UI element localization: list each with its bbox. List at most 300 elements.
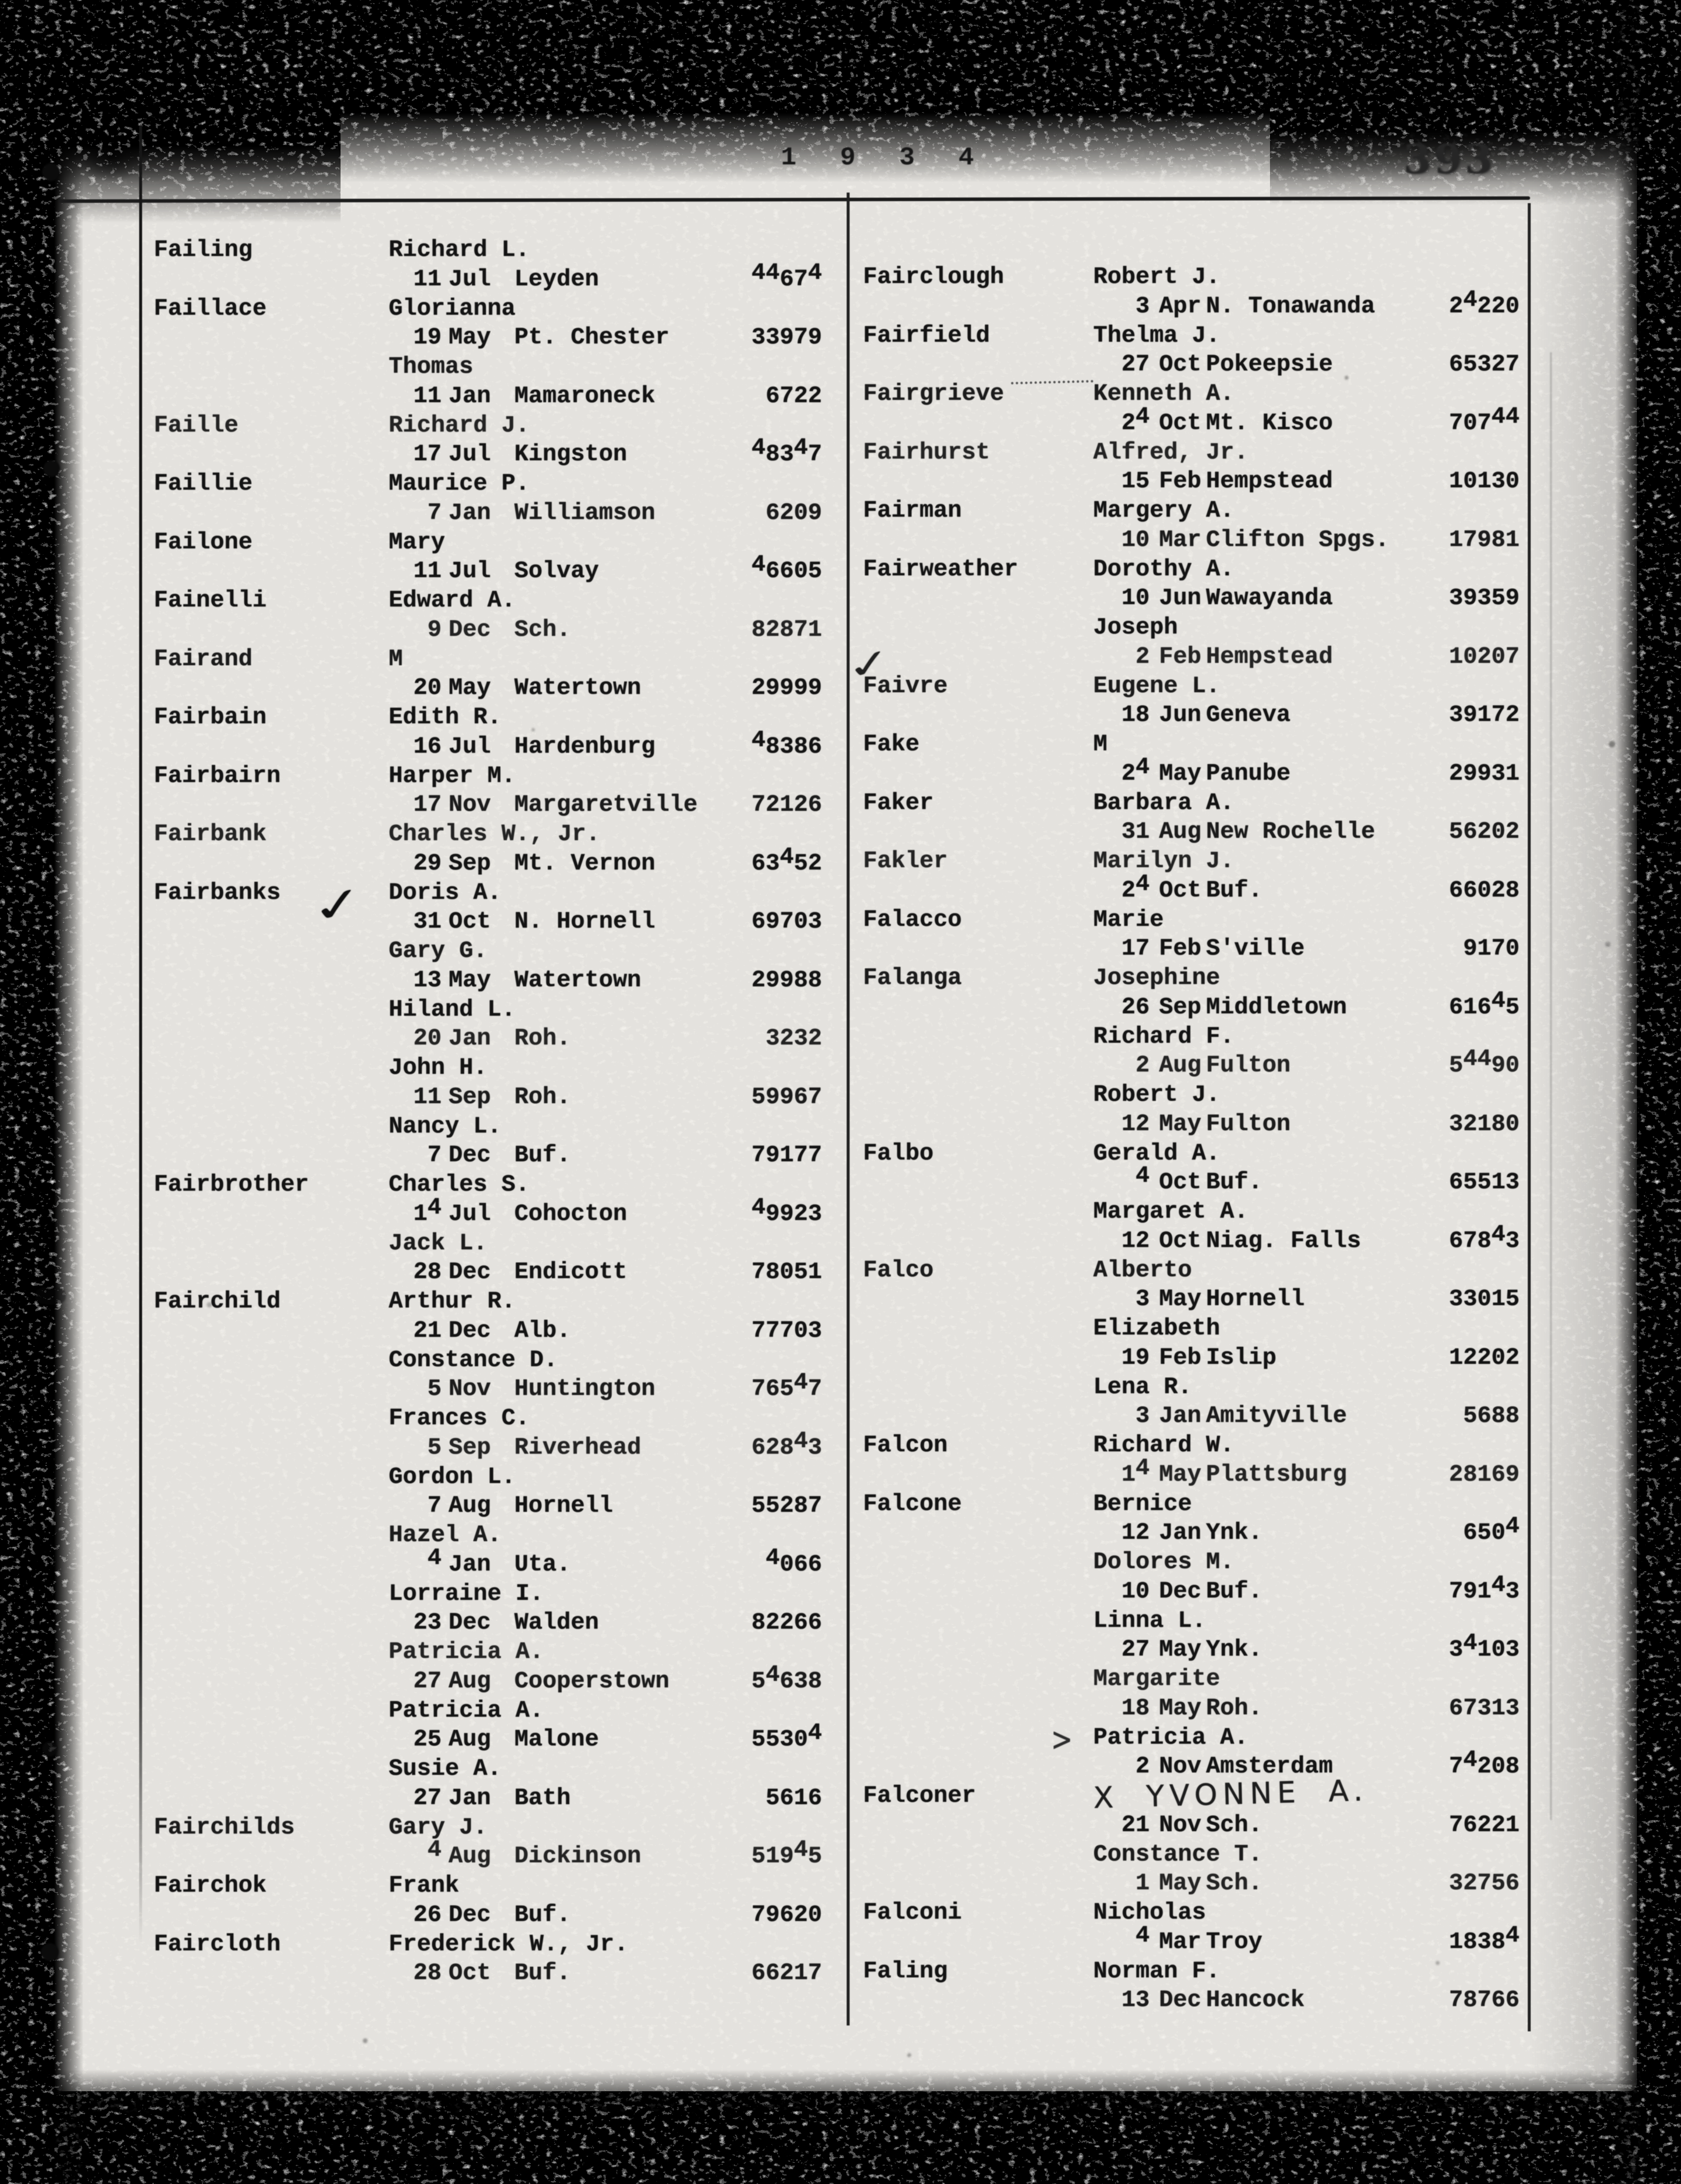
certificate-number: 39172 (1448, 702, 1520, 729)
surname: Fairchilds (154, 1814, 295, 1841)
surname: Falcone (863, 1491, 962, 1518)
entry-name-line (863, 906, 1537, 935)
given-name: Edward A. (389, 588, 516, 614)
page-number: 393 (1403, 136, 1495, 183)
raised-four-digit: 4 (1135, 1922, 1150, 1949)
birth-place: Buf. (1206, 877, 1263, 904)
birth-place: Wawayanda (1206, 585, 1333, 612)
entry-date-line (154, 1370, 840, 1404)
raised-four-digit: 4 (779, 844, 794, 871)
given-name: Josephine (1093, 965, 1221, 992)
surname: Falcon (863, 1433, 948, 1459)
birth-day: 2 (1135, 1754, 1150, 1781)
entry-date-line (154, 1428, 840, 1463)
given-name: Patricia A. (389, 1697, 544, 1724)
birth-day: 11 (413, 558, 442, 585)
birth-place: Mt. Vernon (514, 850, 656, 877)
birth-month: Feb (1159, 1344, 1202, 1371)
entry-name-line (863, 1773, 1537, 1815)
birth-day: 17 (413, 792, 442, 819)
entry-date-line (863, 1221, 1537, 1256)
birth-month: Feb (1159, 936, 1202, 963)
birth-day: 7 (427, 500, 442, 527)
surname: Faivre (863, 673, 948, 700)
birth-day: 17 (1121, 936, 1150, 963)
birth-place: Sch. (514, 616, 571, 643)
birth-place: Ynk. (1206, 1637, 1263, 1664)
entry-date-line (863, 1630, 1537, 1665)
birth-month: Aug (449, 1727, 491, 1754)
birth-place: Kingston (514, 441, 628, 469)
birth-month: Aug (449, 1493, 491, 1520)
left-column-rule (139, 126, 142, 1943)
raised-four-digit: 4 (1505, 1514, 1520, 1541)
birth-place: Watertown (514, 675, 642, 702)
birth-place: Sch. (1206, 1812, 1263, 1839)
entry-date-line (863, 935, 1537, 964)
ink-speck (907, 2053, 911, 2057)
certificate-number: 48347 (751, 435, 822, 469)
entry-date-line (154, 382, 840, 412)
birth-day: 2 (1135, 1053, 1150, 1080)
birth-place: Riverhead (514, 1434, 642, 1461)
raised-four-digit: 4 (793, 435, 808, 462)
entry-date-line (863, 1344, 1537, 1373)
birth-day: 26 (413, 1902, 442, 1929)
birth-place: Amsterdam (1206, 1754, 1333, 1781)
binding-hole (41, 1943, 59, 1961)
given-name: Gary J. (389, 1814, 488, 1841)
raised-four-digit: 4 (1463, 287, 1477, 314)
birth-day: 1 (1135, 1870, 1150, 1897)
right-column-rule-ghost (1550, 352, 1552, 1820)
birth-day: 18 (1121, 702, 1150, 729)
birth-day: 28 (413, 1960, 442, 1987)
birth-month: Jul (449, 733, 491, 760)
entry-name-line (154, 470, 840, 499)
certificate-number: 5616 (765, 1785, 822, 1812)
birth-place: Roh. (514, 1026, 571, 1053)
birth-place: Ynk. (1206, 1520, 1263, 1547)
certificate-number: 82266 (751, 1610, 822, 1637)
certificate-number: 72126 (751, 792, 822, 819)
given-name: Maurice P. (389, 471, 530, 497)
birth-month: Oct (1159, 1228, 1202, 1255)
certificate-number: 78051 (751, 1259, 822, 1286)
entry-name-line (863, 1490, 1537, 1519)
entry-name-line (154, 1171, 840, 1200)
entry-date-line (154, 674, 840, 703)
entry-date-line (863, 1986, 1537, 2016)
birth-place: Malone (514, 1727, 599, 1754)
checkmark-annotation: ✓ (306, 875, 369, 934)
birth-place: Buf. (1206, 1578, 1263, 1605)
entry-name-line (863, 672, 1537, 702)
certificate-number: 51945 (751, 1837, 822, 1870)
given-name: Frederick W., Jr. (389, 1931, 629, 1958)
raised-four-digit: 4 (751, 727, 766, 754)
raised-four-digit: 4 (1491, 1572, 1505, 1599)
certificate-number: 10130 (1448, 469, 1520, 496)
surname: Falanga (863, 965, 962, 992)
birth-day: 13 (413, 967, 442, 994)
raised-four-digit: 4 (427, 1837, 442, 1864)
entry-name-line (863, 1431, 1537, 1461)
birth-month: May (1159, 1870, 1202, 1897)
birth-place: Fulton (1206, 1111, 1291, 1138)
surname: Fairbrother (154, 1172, 309, 1198)
entry-name-line (154, 412, 840, 441)
birth-month: Sep (1159, 994, 1202, 1021)
birth-month: Sep (449, 1434, 491, 1461)
entry-date-line (863, 467, 1537, 497)
ink-speck (1609, 741, 1615, 747)
certificate-number: 28169 (1448, 1461, 1520, 1488)
birth-place: Hornell (514, 1493, 614, 1520)
entry-name-line (863, 847, 1537, 877)
entry-name-line (863, 1081, 1537, 1110)
surname: Fairand (154, 646, 253, 673)
birth-month: May (1159, 1461, 1202, 1488)
certificate-number: 4066 (765, 1545, 822, 1578)
certificate-number: 44674 (751, 259, 822, 293)
entry-date-line (154, 435, 840, 470)
birth-place: Amityville (1206, 1403, 1348, 1430)
raised-four-digit: 4 (765, 1661, 780, 1688)
surname: Faillie (154, 471, 253, 497)
raised-four-digit: 4 (765, 1545, 780, 1572)
certificate-number: 5688 (1463, 1403, 1520, 1430)
birth-place: Mt. Kisco (1206, 410, 1333, 437)
certificate-number: 65327 (1448, 352, 1520, 379)
index-column-1 (154, 236, 840, 2000)
entry-name-line (863, 1607, 1537, 1636)
entry-date-line (863, 987, 1537, 1023)
birth-place: Cooperstown (514, 1668, 670, 1695)
entry-name-line (863, 614, 1537, 643)
birth-day: 24 (1121, 754, 1150, 787)
surname: Falconer (863, 1783, 976, 1809)
certificate-number: 78766 (1448, 1987, 1520, 2014)
birth-month: Jul (449, 1201, 491, 1228)
certificate-number: 29988 (751, 967, 822, 994)
birth-place: Pt. Chester (514, 325, 670, 352)
birth-day: 11 (413, 266, 442, 293)
birth-day: 3 (1135, 1403, 1150, 1430)
entry-date-line (863, 1046, 1537, 1081)
entry-name-line (154, 1054, 840, 1083)
birth-day: 3 (1135, 1286, 1150, 1313)
raised-four-digit: 4 (751, 552, 766, 579)
entry-name-line (154, 353, 840, 382)
entry-name-line (154, 1872, 840, 1901)
birth-place: Buf. (514, 1960, 571, 1987)
entry-date-line (863, 1694, 1537, 1724)
birth-day: 12 (1121, 1111, 1150, 1138)
birth-day: 24 (1121, 871, 1150, 904)
raised-four-digit: 4 (427, 1545, 442, 1572)
entry-name-line (154, 1113, 840, 1142)
entry-date-line (863, 1110, 1537, 1140)
birth-day: 16 (413, 733, 442, 760)
surname: Fairgrieve (863, 381, 1005, 407)
certificate-number: 62843 (751, 1428, 822, 1461)
given-name: Lorraine I. (389, 1580, 544, 1607)
entry-name-line (154, 587, 840, 616)
birth-place: Pokeepsie (1206, 352, 1333, 379)
year-heading: 1 9 3 4 (781, 143, 988, 173)
given-name: Richard J. (389, 412, 530, 439)
birth-place: Geneva (1206, 702, 1291, 729)
birth-month: May (1159, 1111, 1202, 1138)
certificate-number: 32180 (1448, 1111, 1520, 1138)
given-name: Glorianna (389, 295, 516, 322)
birth-place: Buf. (514, 1142, 571, 1169)
raised-four-digit: 4 (751, 1194, 766, 1221)
certificate-number: 56202 (1448, 819, 1520, 846)
birth-month: Jul (449, 441, 491, 469)
given-name: Mary (389, 529, 446, 556)
birth-day: 29 (413, 850, 442, 877)
surname: Fairweather (863, 556, 1019, 583)
entry-name-line (154, 1521, 840, 1551)
birth-month: May (1159, 1695, 1202, 1722)
entry-date-line (863, 1514, 1537, 1548)
raised-four-digit: 4 (1505, 403, 1520, 430)
entry-name-line (863, 1140, 1537, 1169)
birth-place: Mamaroneck (514, 383, 656, 410)
surname: Fakler (863, 848, 948, 875)
entry-date-line (863, 403, 1537, 439)
certificate-number: 54638 (751, 1661, 822, 1695)
given-name: Charles S. (389, 1172, 530, 1198)
surname: Fairbank (154, 821, 267, 848)
binding-hole (42, 1741, 58, 1757)
birth-place: New Rochelle (1206, 819, 1376, 846)
birth-month: Oct (449, 909, 491, 936)
birth-place: Buf. (1206, 1169, 1263, 1197)
entry-name-line (154, 236, 840, 265)
given-name: Norman F. (1093, 1958, 1221, 1985)
entry-date-line (154, 616, 840, 645)
certificate-number: 48386 (751, 727, 822, 760)
given-name: M (1093, 732, 1108, 758)
raised-four-digit: 4 (751, 435, 766, 462)
entry-date-line (154, 1492, 840, 1521)
entry-date-line (863, 1811, 1537, 1841)
entry-date-line (154, 1959, 840, 1988)
raised-four-digit: 4 (1505, 1922, 1520, 1949)
given-name: Doris A. (389, 879, 502, 906)
entry-name-line (863, 1548, 1537, 1578)
birth-day: 25 (413, 1727, 442, 1754)
birth-place: Clifton Spgs. (1206, 527, 1390, 554)
birth-day: 27 (1121, 352, 1150, 379)
given-name: Alfred, Jr. (1093, 439, 1249, 466)
birth-place: Williamson (514, 500, 656, 527)
entry-date-line (154, 727, 840, 762)
entry-date-line (863, 1285, 1537, 1315)
entry-date-line (154, 1545, 840, 1580)
given-name: Gary G. (389, 938, 488, 965)
birth-month: Oct (1159, 1169, 1202, 1197)
birth-place: Bath (514, 1785, 571, 1812)
birth-day: 14 (1121, 1455, 1150, 1488)
birth-place: N. Hornell (514, 909, 656, 936)
surname: Fairman (863, 498, 962, 524)
birth-day: 14 (413, 1194, 442, 1228)
birth-month: Dec (449, 1902, 491, 1929)
raised-four-digit: 4 (1135, 871, 1150, 898)
certificate-number: 33015 (1448, 1286, 1520, 1313)
given-name: Margery A. (1093, 498, 1235, 524)
given-name: Nicholas (1093, 1900, 1207, 1926)
birth-month: Jan (449, 1785, 491, 1812)
entry-date-line (863, 1455, 1537, 1490)
entry-date-line (863, 701, 1537, 730)
entry-name-line (154, 1404, 840, 1434)
birth-month: Sep (449, 1084, 491, 1111)
bottom-border-noise (0, 2037, 1681, 2184)
birth-place: Leyden (514, 266, 599, 293)
birth-month: Apr (1159, 293, 1202, 320)
birth-place: Uta. (514, 1551, 571, 1578)
surname: Fairbain (154, 705, 267, 731)
entry-name-line (863, 555, 1537, 585)
birth-place: Walden (514, 1610, 599, 1637)
certificate-number: 32756 (1448, 1870, 1520, 1897)
given-name: Eugene L. (1093, 673, 1221, 700)
birth-day: 17 (413, 441, 442, 469)
certificate-number: 6504 (1463, 1514, 1520, 1547)
birth-month: Aug (1159, 1053, 1202, 1080)
given-name: Richard L. (389, 237, 530, 264)
birth-place: Plattsburg (1206, 1461, 1348, 1488)
certificate-number: 66028 (1448, 877, 1520, 904)
given-name: Hiland L. (389, 996, 516, 1023)
birth-place: Sch. (1206, 1870, 1263, 1897)
entry-date-line (863, 754, 1537, 789)
birth-day: 11 (413, 383, 442, 410)
given-name: Constance T. (1093, 1841, 1263, 1868)
given-name: Patricia A. (1093, 1724, 1249, 1751)
entry-name-line (154, 1814, 840, 1843)
entry-name-line (863, 1841, 1537, 1870)
certificate-number: 9170 (1463, 936, 1520, 963)
given-name: Richard W. (1093, 1433, 1235, 1459)
given-name: Edith R. (389, 705, 502, 731)
certificate-number: 29931 (1448, 760, 1520, 787)
birth-month: Aug (449, 1668, 491, 1695)
birth-month: Aug (449, 1843, 491, 1870)
birth-place: Solvay (514, 558, 599, 585)
raised-four-digit: 4 (1135, 403, 1150, 430)
given-name: Charles W., Jr. (389, 821, 601, 848)
index-column-2 (842, 263, 1537, 2027)
arrow-annotation: > (1051, 1721, 1073, 1758)
birth-place: Roh. (514, 1084, 571, 1111)
birth-month: Jan (449, 500, 491, 527)
raised-four-digit: 4 (1463, 1046, 1477, 1073)
certificate-number: 33979 (751, 325, 822, 352)
given-name: Frank (389, 1873, 460, 1899)
birth-place: Roh. (1206, 1695, 1263, 1722)
given-name: Dolores M. (1093, 1549, 1235, 1576)
surname: Falacco (863, 906, 962, 933)
given-name: Richard F. (1093, 1023, 1235, 1050)
birth-place: Dickinson (514, 1843, 642, 1870)
birth-month: May (1159, 1637, 1202, 1664)
entry-date-line (863, 526, 1537, 555)
entry-name-line (154, 703, 840, 733)
birth-day: 21 (1121, 1812, 1150, 1839)
entry-date-line (863, 1572, 1537, 1607)
raised-four-digit: 4 (427, 1194, 442, 1221)
raised-four-digit: 4 (1135, 1455, 1150, 1482)
certificate-number: 39359 (1448, 585, 1520, 612)
certificate-number: 63452 (751, 844, 822, 877)
birth-month: Dec (449, 1610, 491, 1637)
entry-date-line (863, 1402, 1537, 1431)
birth-place: Islip (1206, 1344, 1277, 1371)
given-name: Constance D. (389, 1347, 558, 1374)
raised-four-digit: 4 (1491, 987, 1505, 1015)
entry-date-line (863, 350, 1537, 380)
birth-place: Troy (1206, 1929, 1263, 1956)
birth-month: May (449, 325, 491, 352)
birth-day: 18 (1121, 1695, 1150, 1722)
pen-dotted-line (1011, 380, 1093, 384)
birth-month: May (1159, 760, 1202, 787)
entry-date-line (154, 1837, 840, 1872)
given-name: Dorothy A. (1093, 556, 1235, 583)
entry-name-line (863, 497, 1537, 526)
birth-place: Middletown (1206, 994, 1348, 1021)
surname: Faillace (154, 295, 267, 322)
left-border-noise (0, 0, 97, 2184)
certificate-number: 46605 (751, 552, 822, 585)
entry-name-line (154, 295, 840, 324)
given-name: Margaret A. (1093, 1199, 1249, 1225)
birth-month: Oct (449, 1960, 491, 1987)
raised-four-digit: 4 (1491, 403, 1505, 430)
birth-month: Feb (1159, 469, 1202, 496)
given-name: Margarite (1093, 1666, 1221, 1693)
birth-day: 10 (1121, 527, 1150, 554)
birth-month: May (449, 967, 491, 994)
birth-day: 27 (413, 1785, 442, 1812)
entry-date-line (154, 259, 840, 295)
certificate-number: 10207 (1448, 643, 1520, 670)
birth-month: Nov (1159, 1754, 1202, 1781)
surname: Fainelli (154, 588, 267, 614)
certificate-number: 67313 (1448, 1695, 1520, 1722)
ink-speck (363, 2038, 368, 2043)
entry-date-line (154, 908, 840, 937)
surname: Faircloth (154, 1931, 281, 1958)
birth-month: May (1159, 1286, 1202, 1313)
birth-month: Dec (449, 616, 491, 643)
entry-name-line (154, 762, 840, 791)
entry-name-line (863, 730, 1537, 760)
certificate-number: 67843 (1448, 1221, 1520, 1255)
raised-four-digit: 4 (1463, 1630, 1477, 1657)
birth-day: 9 (427, 616, 442, 643)
surname: Fairhurst (863, 439, 991, 466)
birth-place: S'ville (1206, 936, 1305, 963)
given-name: M (389, 646, 403, 673)
birth-day: 20 (413, 675, 442, 702)
